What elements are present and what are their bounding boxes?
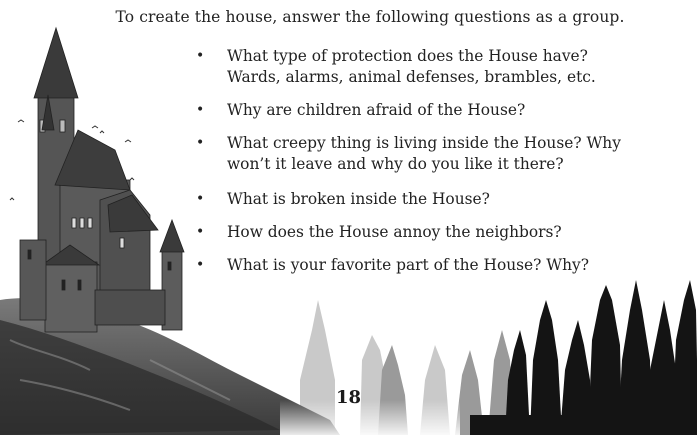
question-line: What is broken inside the House? (227, 190, 490, 208)
bullet: • (196, 257, 205, 273)
question-line: What creepy thing is living inside the House? Why (227, 134, 621, 152)
intro-text: To create the house, answer the following questions as a group. (115, 8, 625, 26)
bullet: • (196, 191, 205, 207)
question-line: What is your favorite part of the House? Why? (227, 256, 589, 274)
castle (20, 28, 184, 332)
question-line: won’t it leave and why do you like it there? (227, 155, 564, 173)
bullet: • (196, 102, 205, 118)
question-line: What type of protection does the House have? (227, 47, 588, 65)
question-item (196, 46, 666, 88)
question-list (196, 46, 666, 288)
question-item (196, 133, 666, 175)
question-item (196, 189, 666, 210)
bullet: • (196, 135, 205, 151)
question-item (196, 100, 666, 121)
question-line: Wards, alarms, animal defenses, brambles, etc. (227, 68, 596, 86)
question-line: Why are children afraid of the House? (227, 101, 526, 119)
question-item (196, 222, 666, 243)
page-number: 18 (336, 387, 362, 408)
bullet: • (196, 224, 205, 240)
question-item (196, 255, 666, 276)
question-line: How does the House annoy the neighbors? (227, 223, 562, 241)
bullet: • (196, 48, 205, 64)
